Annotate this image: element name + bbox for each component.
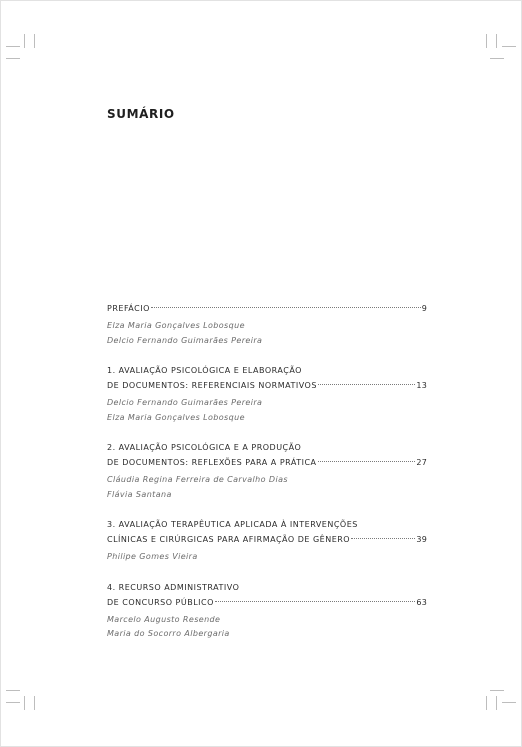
- toc-entry-title-line: [107, 301, 427, 316]
- toc-author: Delcio Fernando Guimarães Pereira: [107, 398, 263, 407]
- crop-mark: [24, 34, 25, 48]
- crop-mark: [6, 690, 20, 691]
- toc-entry-chapter-1[interactable]: [107, 363, 427, 425]
- toc-entry-title: DE DOCUMENTOS: REFLEXÕES PARA A PRÁTICA: [107, 458, 317, 467]
- toc-entry-title: 1. AVALIAÇÃO PSICOLÓGICA E ELABORAÇÃO: [107, 366, 302, 375]
- crop-mark: [34, 34, 35, 48]
- toc-authors: [107, 319, 427, 348]
- toc-author: Maria do Socorro Albergaria: [107, 629, 230, 638]
- toc-entry-chapter-3[interactable]: [107, 517, 427, 565]
- crop-mark: [502, 702, 516, 703]
- crop-mark: [6, 46, 20, 47]
- crop-mark: [6, 702, 20, 703]
- toc-author: Philipe Gomes Vieira: [107, 552, 198, 561]
- toc-entry-title-line: [107, 580, 427, 595]
- toc-entry-title-line: [107, 517, 427, 532]
- toc-entry-prefacio[interactable]: [107, 301, 427, 348]
- toc-authors: [107, 550, 427, 565]
- toc-author: Cláudia Regina Ferreira de Carvalho Dias: [107, 475, 288, 484]
- toc-entry-title-line: [107, 595, 427, 610]
- crop-mark: [490, 58, 504, 59]
- crop-mark: [496, 696, 497, 710]
- toc-author: Elza Maria Gonçalves Lobosque: [107, 412, 245, 422]
- dot-leader: [351, 538, 415, 539]
- toc-page-number: 13: [416, 381, 427, 390]
- page-title: SUMÁRIO: [107, 107, 175, 121]
- toc-entry-title: DE DOCUMENTOS: REFERENCIAIS NORMATIVOS: [107, 381, 317, 390]
- table-of-contents: [107, 301, 427, 657]
- toc-author: Marcelo Augusto Resende: [107, 614, 221, 624]
- crop-mark: [486, 34, 487, 48]
- toc-page-number: 9: [421, 304, 427, 313]
- crop-mark: [496, 34, 497, 48]
- crop-mark: [502, 46, 516, 47]
- toc-entry-chapter-2[interactable]: [107, 440, 427, 502]
- crop-mark: [490, 690, 504, 691]
- toc-entry-title-line: [107, 440, 427, 455]
- toc-entry-title: 3. AVALIAÇÃO TERAPÊUTICA APLICADA À INTERVENÇÕES: [107, 520, 358, 529]
- toc-entry-chapter-4[interactable]: [107, 580, 427, 642]
- crop-mark: [486, 696, 487, 710]
- toc-entry-title-line: [107, 455, 427, 470]
- toc-entry-title: 2. AVALIAÇÃO PSICOLÓGICA E A PRODUÇÃO: [107, 443, 302, 452]
- toc-page-number: 39: [416, 535, 427, 544]
- toc-entry-title: PREFÁCIO: [107, 304, 150, 313]
- toc-page-number: 27: [416, 458, 427, 467]
- dot-leader: [318, 384, 415, 385]
- toc-author: Delcio Fernando Guimarães Pereira: [107, 335, 263, 345]
- dot-leader: [318, 461, 416, 462]
- toc-author: Flávia Santana: [107, 489, 172, 499]
- toc-entry-title-line: [107, 363, 427, 378]
- crop-mark: [24, 696, 25, 710]
- toc-entry-title: CLÍNICAS E CIRÚRGICAS PARA AFIRMAÇÃO DE GÊNERO: [107, 535, 351, 544]
- toc-entry-title-line: [107, 378, 427, 393]
- toc-author: Elza Maria Gonçalves Lobosque: [107, 321, 245, 330]
- toc-page-number: 63: [416, 597, 427, 607]
- toc-entry-title-line: [107, 532, 427, 547]
- toc-authors: [107, 396, 427, 425]
- toc-authors: [107, 613, 427, 642]
- crop-mark: [34, 696, 35, 710]
- toc-entry-title: DE CONCURSO PÚBLICO: [107, 597, 214, 607]
- dot-leader: [151, 307, 421, 308]
- dot-leader: [215, 601, 415, 602]
- toc-entry-title: 4. RECURSO ADMINISTRATIVO: [107, 582, 240, 592]
- crop-mark: [6, 58, 20, 59]
- toc-authors: [107, 473, 427, 502]
